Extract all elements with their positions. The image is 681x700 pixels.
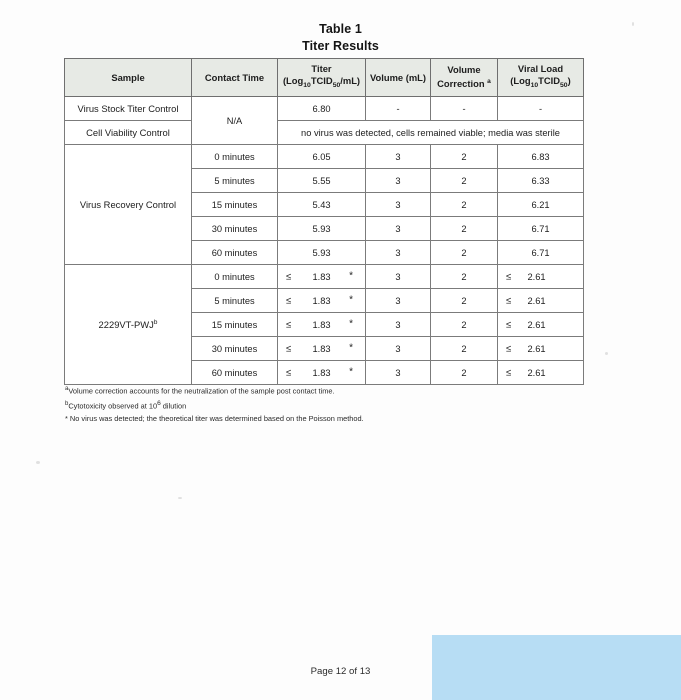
cell-viral-load: 6.21 <box>498 193 584 217</box>
footnote-marker-asterisk: * <box>349 270 353 282</box>
cell-titer: ≤ 1.83 * <box>278 361 366 385</box>
cell-volume: 3 <box>366 193 431 217</box>
cell-correction: 2 <box>431 145 498 169</box>
table-header-row <box>65 59 584 97</box>
cell-volume: 3 <box>366 265 431 289</box>
cell-titer: 5.43 <box>278 193 366 217</box>
footnote-marker-asterisk: * <box>349 318 353 330</box>
cell-contact-time: 30 minutes <box>192 217 278 241</box>
cell-contact-time: 0 minutes <box>192 145 278 169</box>
table-row <box>65 97 584 121</box>
cell-titer: 6.05 <box>278 145 366 169</box>
less-than-or-equal-icon: ≤ <box>506 319 512 330</box>
cell-contact-time: 0 minutes <box>192 265 278 289</box>
cell-volume-virus-stock: - <box>366 97 431 121</box>
table-row <box>65 145 584 169</box>
page-number-footer: Page 12 of 13 <box>310 666 371 677</box>
cell-correction: 2 <box>431 169 498 193</box>
footnote-asterisk: * No virus was detected; the theoretical titer was determined based on the Poisson method. <box>65 414 364 424</box>
footnote-marker-a: a <box>487 78 491 86</box>
column-header-sample: Sample <box>65 59 192 97</box>
cell-titer: 5.55 <box>278 169 366 193</box>
cell-correction: 2 <box>431 289 498 313</box>
cell-contact-time-na: N/A <box>192 97 278 145</box>
cell-titer: ≤ 1.83 * <box>278 289 366 313</box>
titer-results-table <box>64 58 584 385</box>
cell-cell-viability-note: no virus was detected, cells remained viable; media was sterile <box>278 121 584 145</box>
cell-correction: 2 <box>431 361 498 385</box>
cell-viral-load: ≤ 2.61 <box>498 337 584 361</box>
less-than-or-equal-icon: ≤ <box>286 295 292 306</box>
cell-volume: 3 <box>366 217 431 241</box>
footnote-marker-asterisk: * <box>349 366 353 378</box>
cell-titer: ≤ 1.83 * <box>278 265 366 289</box>
scan-speck <box>632 22 634 26</box>
footnote-marker-asterisk: * <box>349 294 353 306</box>
column-header-titer: Titer $(Log_{10}TCID_{50}/mL)$ <box>278 59 366 97</box>
cell-sample-virus-recovery: Virus Recovery Control <box>65 145 192 265</box>
less-than-or-equal-icon: ≤ <box>506 343 512 354</box>
column-header-titer-units: $(Log_{10}TCID_{50}/mL)$ <box>282 75 361 89</box>
cell-sample-test-article: 2229VT-PWJ$^b$ <box>65 265 192 385</box>
cell-contact-time: 5 minutes <box>192 289 278 313</box>
less-than-or-equal-icon: ≤ <box>506 271 512 282</box>
cell-viral-load: 6.71 <box>498 217 584 241</box>
footnote-marker-b: b <box>153 318 158 326</box>
less-than-or-equal-icon: ≤ <box>506 367 512 378</box>
scan-speck <box>36 461 40 464</box>
cell-correction: 2 <box>431 265 498 289</box>
cell-correction: 2 <box>431 241 498 265</box>
cell-sample-virus-stock: Virus Stock Titer Control <box>65 97 192 121</box>
scan-speck <box>605 352 608 355</box>
cell-correction-virus-stock: - <box>431 97 498 121</box>
cell-contact-time: 5 minutes <box>192 169 278 193</box>
less-than-or-equal-icon: ≤ <box>286 271 292 282</box>
less-than-or-equal-icon: ≤ <box>286 319 292 330</box>
cell-contact-time: 60 minutes <box>192 361 278 385</box>
cell-titer: ≤ 1.83 * <box>278 313 366 337</box>
cell-viral-load: 6.83 <box>498 145 584 169</box>
footnote-marker-asterisk: * <box>349 342 353 354</box>
titer-results-table-container <box>64 58 583 385</box>
cell-volume: 3 <box>366 289 431 313</box>
scan-speck <box>178 497 182 499</box>
cell-volume: 3 <box>366 313 431 337</box>
cell-volume: 3 <box>366 169 431 193</box>
column-header-viral-load-units: $(Log_{10}TCID_{50})$ <box>510 75 571 89</box>
cell-contact-time: 60 minutes <box>192 241 278 265</box>
cell-titer: 5.93 <box>278 241 366 265</box>
cell-sample-cell-viability: Cell Viability Control <box>65 121 192 145</box>
less-than-or-equal-icon: ≤ <box>506 295 512 306</box>
cell-volume: 3 <box>366 241 431 265</box>
scan-artifact-blue-rectangle <box>432 635 681 700</box>
footnote-a: $^a$Volume correction accounts for the neutralization of the sample post contact time. <box>65 386 335 396</box>
table-number: Table 1 <box>319 22 362 36</box>
less-than-or-equal-icon: ≤ <box>286 367 292 378</box>
less-than-or-equal-icon: ≤ <box>286 343 292 354</box>
table-row <box>65 265 584 289</box>
cell-titer-virus-stock: 6.80 <box>278 97 366 121</box>
cell-viral-load: 6.33 <box>498 169 584 193</box>
cell-correction: 2 <box>431 193 498 217</box>
cell-volume: 3 <box>366 337 431 361</box>
cell-volume: 3 <box>366 361 431 385</box>
cell-viral-load: ≤ 2.61 <box>498 361 584 385</box>
cell-viral-load: ≤ 2.61 <box>498 289 584 313</box>
cell-contact-time: 15 minutes <box>192 313 278 337</box>
table-caption <box>0 21 681 55</box>
cell-titer: 5.93 <box>278 217 366 241</box>
cell-contact-time: 30 minutes <box>192 337 278 361</box>
cell-volume: 3 <box>366 145 431 169</box>
cell-viral-load: 6.71 <box>498 241 584 265</box>
cell-viral-load: ≤ 2.61 <box>498 265 584 289</box>
column-header-viral-load: Viral Load $(Log_{10}TCID_{50})$ <box>498 59 584 97</box>
table-title: Titer Results <box>302 39 379 53</box>
footnote-b: $^b$Cytotoxicity observed at $10^6$ dilution <box>65 400 187 411</box>
column-header-volume: Volume (mL) <box>366 59 431 97</box>
cell-correction: 2 <box>431 337 498 361</box>
cell-correction: 2 <box>431 217 498 241</box>
table-footnotes <box>65 383 585 426</box>
cell-correction: 2 <box>431 313 498 337</box>
cell-viral-load: ≤ 2.61 <box>498 313 584 337</box>
table-row <box>65 121 584 145</box>
cell-contact-time: 15 minutes <box>192 193 278 217</box>
cell-titer: ≤ 1.83 * <box>278 337 366 361</box>
cell-viral-load-virus-stock: - <box>498 97 584 121</box>
column-header-contact-time: Contact Time <box>192 59 278 97</box>
column-header-volume-correction: Volume Correction $^a$ <box>431 59 498 97</box>
